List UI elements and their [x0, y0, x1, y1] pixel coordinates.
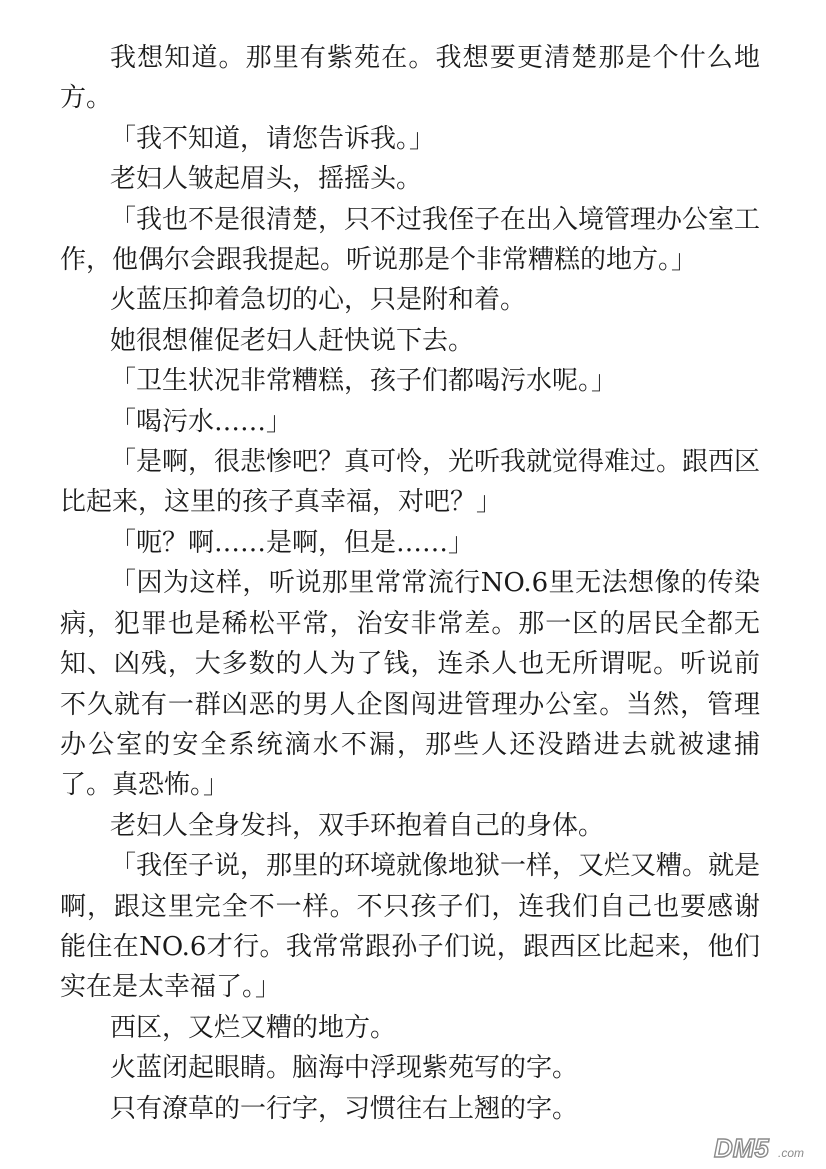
paragraph: 「喝污水……」	[110, 406, 293, 437]
paragraph: 「呃？啊……是啊，但是……」	[110, 527, 475, 558]
paragraph: 火蓝闭起眼睛。脑海中浮现紫苑写的字。	[110, 1053, 579, 1084]
dm5-logo-icon	[712, 1133, 812, 1163]
paragraph: 火蓝压抑着急切的心，只是附和着。	[110, 285, 527, 316]
paragraph: 「卫生状况非常糟糕，孩子们都喝污水呢。」	[110, 366, 618, 397]
paragraph: 「是啊，很悲惨吧？真可怜，光听我就觉得难过。跟西区比起来，这里的孩子真幸福，对吧？」	[60, 447, 761, 518]
svg-text:.com: .com	[778, 1146, 805, 1160]
paragraph: 「我也不是很清楚，只不过我侄子在出入境管理办公室工作，他偶尔会跟我提起。听说那是个非常糟糕的地方。」	[60, 204, 761, 276]
paragraph: 老妇人全身发抖，双手环抱着自己的身体。	[110, 810, 605, 841]
paragraph: 「因为这样，听说那里常常流行NO.6里无法想像的传染病，犯罪也是稀松平常，治安非常差。那一区的居民全都无知、凶残，大多数的人为了钱，连杀人也无所谓呢。听说前不久就有一群凶恶的男人企图闯进管理办公室。当然，管理办公室的安全系统滴水不漏，那些人还没踏进去就被逮捕了。真恐怖。」	[60, 568, 760, 801]
paragraph: 「我不知道，请您告诉我。」	[110, 123, 436, 154]
svg-text:DM5: DM5	[714, 1133, 769, 1163]
paragraph: 西区，又烂又糟的地方。	[110, 1012, 397, 1043]
novel-page	[60, 38, 760, 1129]
paragraph: 「我侄子说，那里的环境就像地狱一样，又烂又糟。就是啊，跟这里完全不一样。不只孩子们，连我们自己也要感谢能住在NO.6才行。我常常跟孙子们说，跟西区比起来，他们实在是太幸福了。」	[60, 851, 761, 1003]
paragraph: 她很想催促老妇人赶快说下去。	[110, 325, 475, 356]
paragraph: 我想知道。那里有紫苑在。我想要更清楚那是个什么地方。	[60, 43, 760, 114]
dm5-watermark-logo	[712, 1129, 812, 1163]
paragraph: 老妇人皱起眉头，摇摇头。	[110, 164, 423, 195]
paragraph: 只有潦草的一行字，习惯往右上翘的字。	[110, 1093, 579, 1124]
